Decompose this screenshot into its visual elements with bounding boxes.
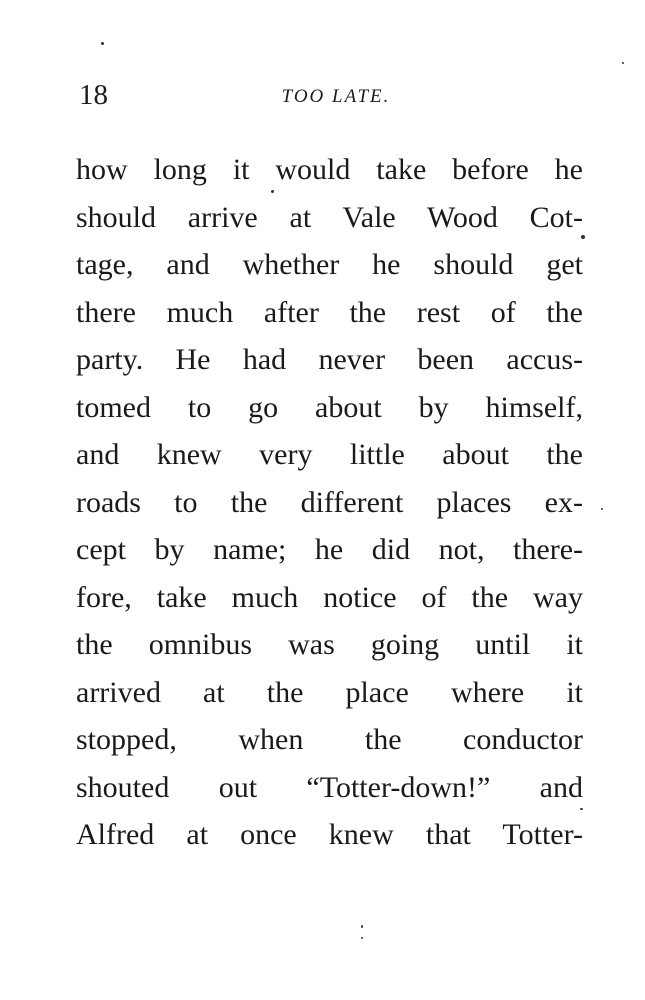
page-number: 18 bbox=[79, 79, 108, 111]
scan-speck bbox=[622, 62, 624, 64]
text-line: Alfred at once knew that Totter- bbox=[76, 818, 583, 851]
text-line: roads to the different places ex- bbox=[76, 485, 583, 519]
scan-speck bbox=[580, 808, 583, 810]
scan-speck bbox=[361, 925, 363, 928]
text-line: tomed to go about by himself, bbox=[76, 390, 583, 424]
text-line: stopped, when the conductor bbox=[76, 723, 583, 756]
scan-speck bbox=[361, 937, 363, 939]
text-line: arrived at the place where it bbox=[76, 675, 583, 709]
scan-speck bbox=[101, 42, 104, 45]
scan-speck bbox=[581, 235, 585, 239]
text-line: cept by name; he did not, there- bbox=[76, 533, 583, 566]
scan-speck bbox=[601, 508, 603, 510]
text-line: there much after the rest of the bbox=[76, 295, 583, 329]
text-line: fore, take much notice of the way bbox=[76, 580, 583, 614]
text-line: how long it would take before he bbox=[76, 153, 583, 186]
text-line: should arrive at Vale Wood Cot- bbox=[76, 200, 583, 234]
body-text bbox=[76, 146, 583, 859]
text-line: the omnibus was going until it bbox=[76, 628, 583, 661]
page-header bbox=[79, 78, 585, 112]
text-line: tage, and whether he should get bbox=[76, 248, 583, 281]
text-line: and knew very little about the bbox=[76, 438, 583, 471]
text-line: party. He had never been accus- bbox=[76, 343, 583, 376]
running-title: TOO LATE. bbox=[281, 86, 391, 107]
text-line: shouted out “Totter-down!” and bbox=[76, 770, 583, 804]
scan-speck bbox=[271, 190, 274, 193]
